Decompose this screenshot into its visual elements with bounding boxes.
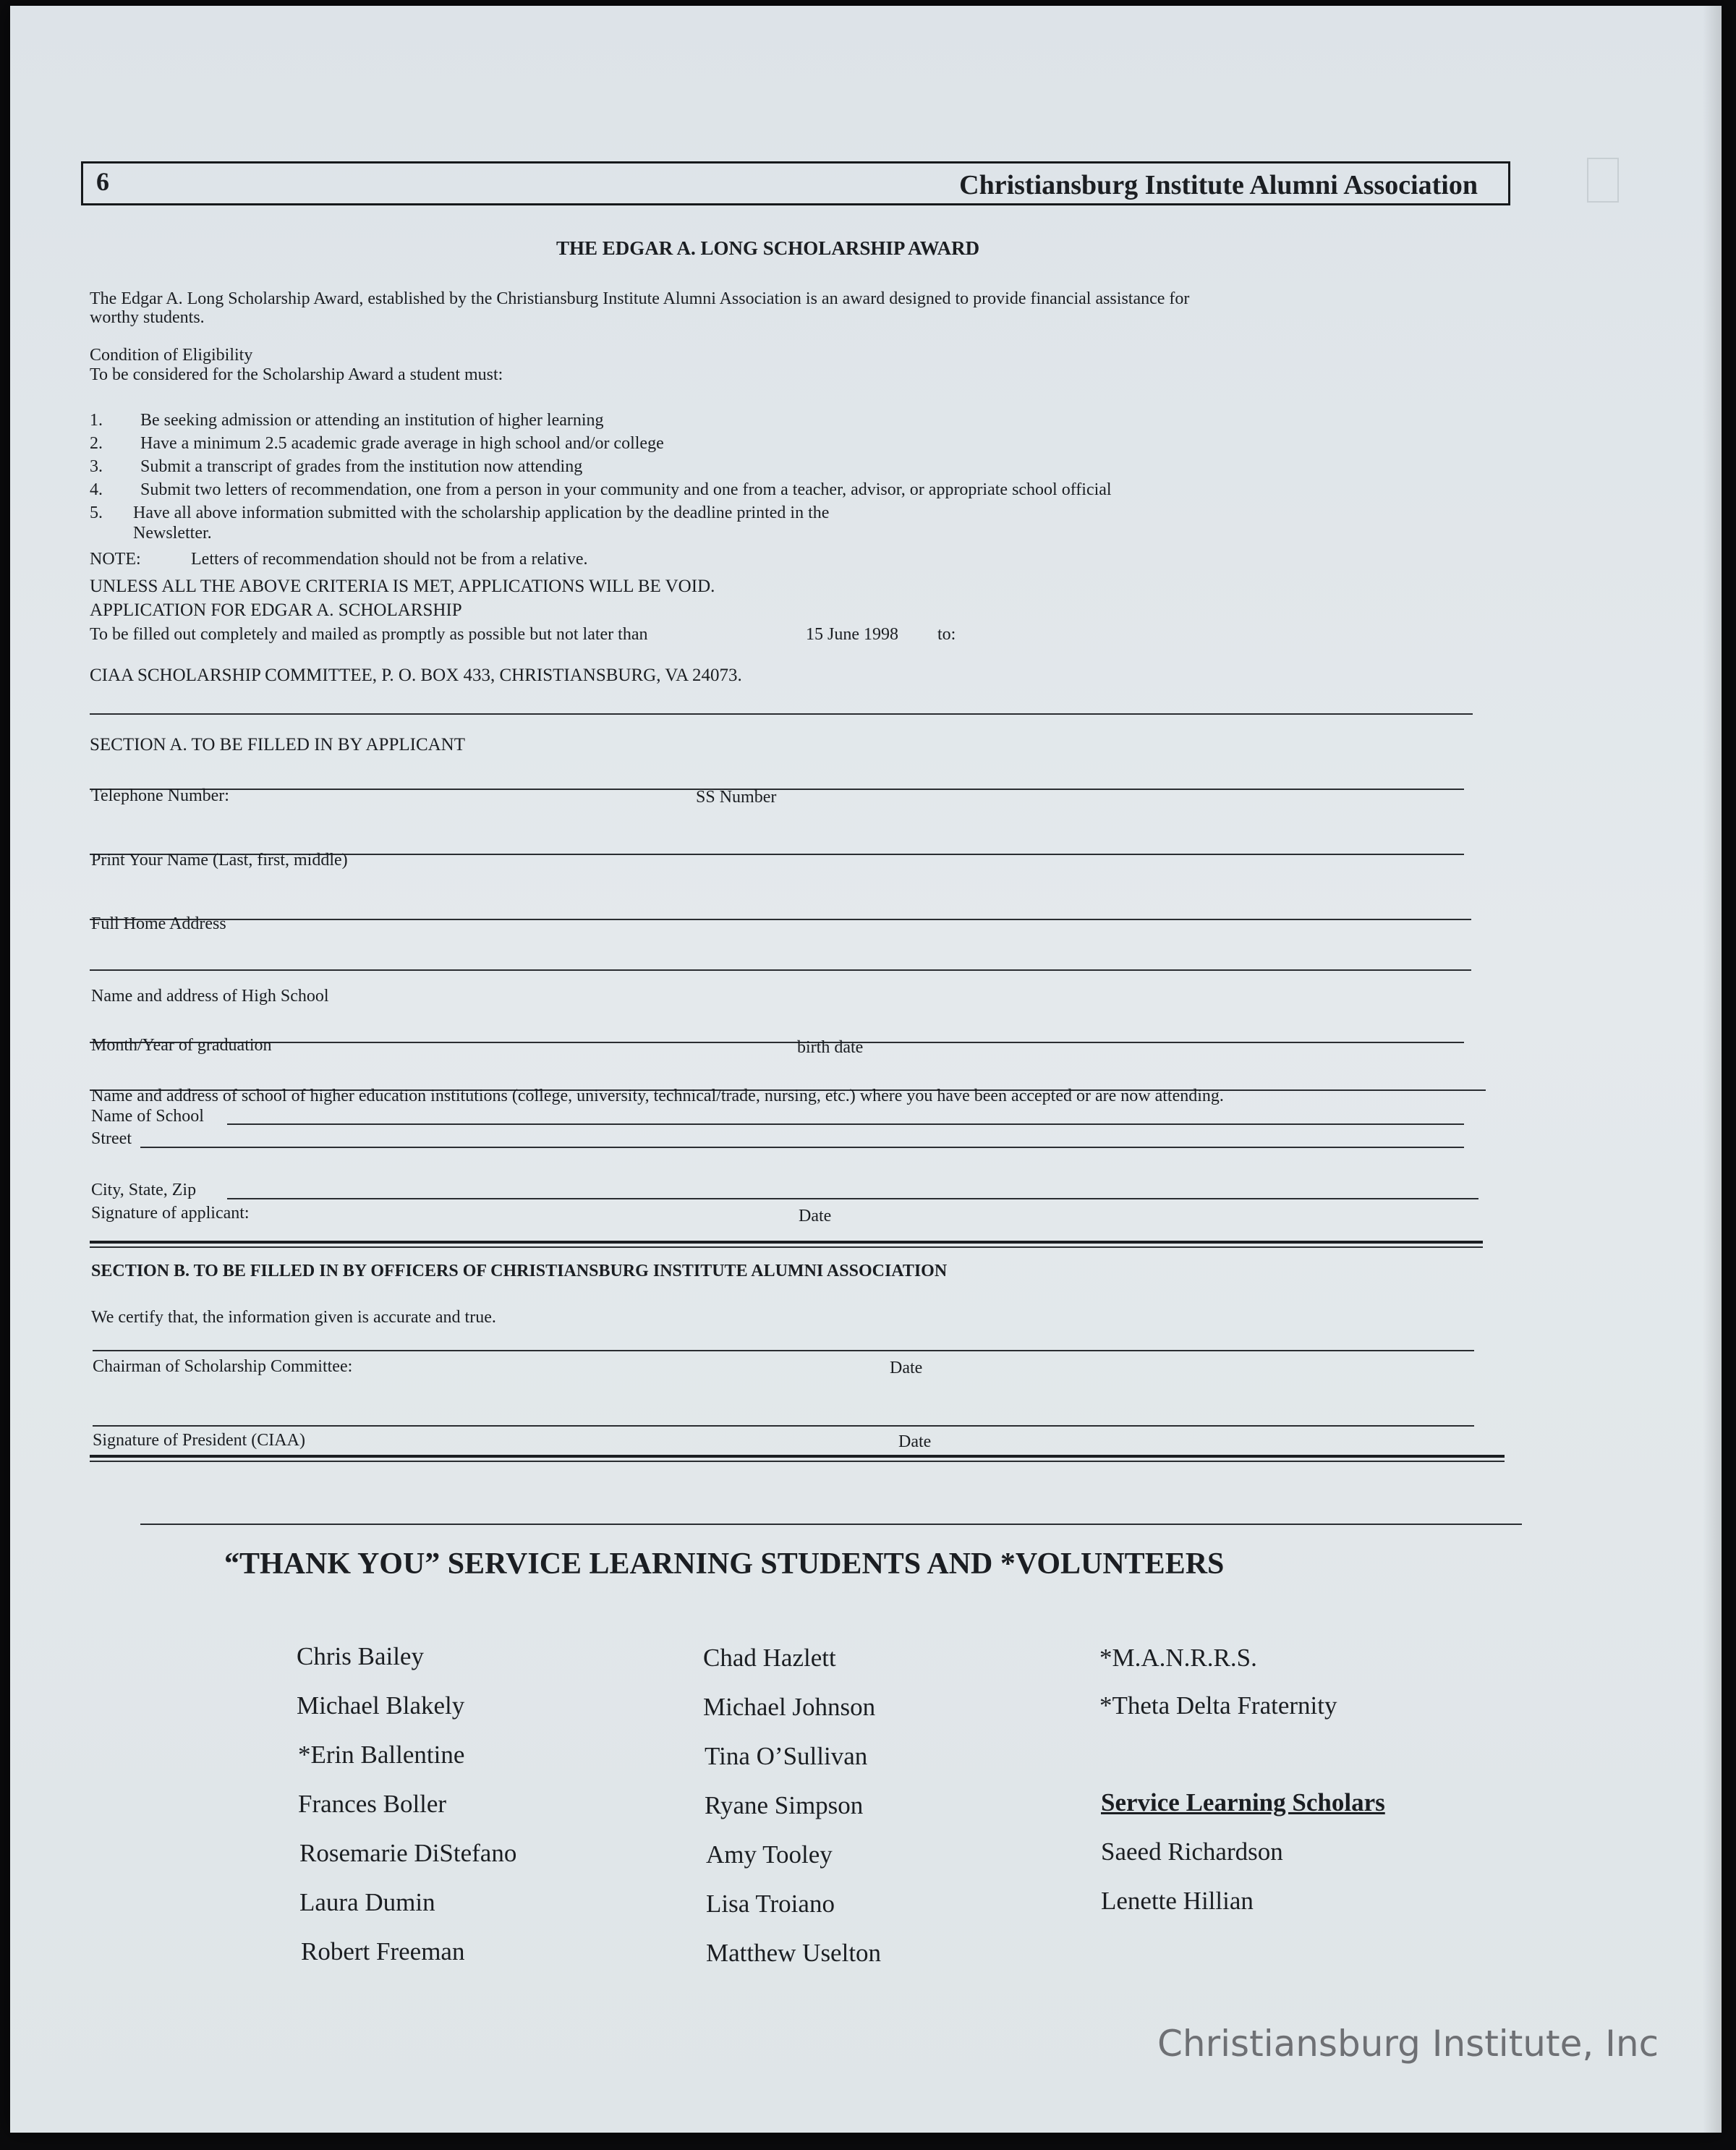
volunteer-name: Robert Freeman: [301, 1937, 465, 1966]
criteria-item: Submit a transcript of grades from the institution now attending: [140, 457, 583, 476]
volunteer-name: Michael Blakely: [297, 1691, 465, 1720]
higher-ed-label: Name and address of school of higher education institutions (college, university, technical/trade, nursing, etc.) where you have been accepted or are now attending.: [91, 1087, 1224, 1105]
volunteer-name: Michael Johnson: [703, 1693, 876, 1721]
criteria-item: Submit two letters of recommendation, one from a person in your community and one from a teacher, advisor, or appropriate school official: [140, 480, 1112, 499]
scholars-heading: Service Learning Scholars: [1101, 1788, 1385, 1817]
birth-date-label: birth date: [797, 1038, 864, 1057]
volunteer-group: *Theta Delta Fraternity: [1099, 1691, 1337, 1720]
telephone-label: Telephone Number:: [91, 786, 229, 805]
chairman-label: Chairman of Scholarship Committee:: [93, 1357, 353, 1376]
criteria-item-continued: Newsletter.: [133, 524, 212, 543]
award-title: THE EDGAR A. LONG SCHOLARSHIP AWARD: [556, 237, 980, 259]
scholar-name: Lenette Hillian: [1101, 1887, 1254, 1915]
divider: [140, 1524, 1522, 1525]
ss-number-label: SS Number: [696, 788, 777, 807]
page-header: [81, 161, 1510, 205]
chairman-signature-line[interactable]: [93, 1425, 1474, 1427]
watermark: Christiansburg Institute, Inc: [1157, 2023, 1659, 2065]
criteria-item: Be seeking admission or attending an institution of higher learning: [140, 411, 604, 430]
form-line: [93, 1350, 1474, 1351]
page-edge-shadow: [1703, 6, 1722, 2133]
volunteer-name: Frances Boller: [298, 1790, 447, 1818]
volunteer-name: Tina O’Sullivan: [705, 1742, 868, 1770]
criteria-number: 1.: [90, 411, 103, 430]
show-through-box: [1587, 158, 1619, 203]
condition-heading: Condition of Eligibility: [90, 346, 253, 365]
section-b-heading: SECTION B. TO BE FILLED IN BY OFFICERS OF CHRISTIANSBURG INSTITUTE ALUMNI ASSOCIATION: [91, 1262, 948, 1280]
volunteer-name: *Erin Ballentine: [298, 1741, 465, 1769]
criteria-number: 4.: [90, 480, 103, 499]
certify-text: We certify that, the information given is accurate and true.: [91, 1308, 496, 1327]
scholar-name: Saeed Richardson: [1101, 1837, 1283, 1866]
school-name-line[interactable]: [227, 1123, 1464, 1125]
criteria-number: 3.: [90, 457, 103, 476]
section-divider: [90, 1246, 1483, 1248]
volunteer-name: Chad Hazlett: [703, 1644, 836, 1672]
committee-address: CIAA SCHOLARSHIP COMMITTEE, P. O. BOX 433, CHRISTIANSBURG, VA 24073.: [90, 666, 742, 685]
volunteer-name: Rosemarie DiStefano: [299, 1839, 517, 1867]
criteria-number: 5.: [90, 503, 103, 522]
award-intro-line2: worthy students.: [90, 308, 205, 327]
volunteer-name: Laura Dumin: [299, 1888, 435, 1916]
city-state-zip-line[interactable]: [227, 1198, 1478, 1199]
president-label: Signature of President (CIAA): [93, 1431, 305, 1450]
section-end-rule: [90, 1461, 1505, 1462]
criteria-number: 2.: [90, 434, 103, 453]
application-heading: APPLICATION FOR EDGAR A. SCHOLARSHIP: [90, 600, 462, 620]
newsletter-page: [10, 6, 1722, 2133]
form-line: [90, 789, 1464, 790]
volunteer-name: Chris Bailey: [297, 1642, 424, 1670]
street-label: Street: [91, 1129, 132, 1148]
thank-you-title: “THANK YOU” SERVICE LEARNING STUDENTS AND *VOLUNTEERS: [224, 1547, 1225, 1581]
criteria-item: Have all above information submitted with the scholarship application by the deadline printed in the: [133, 503, 830, 522]
criteria-item: Have a minimum 2.5 academic grade average in high school and/or college: [140, 434, 664, 453]
void-warning: UNLESS ALL THE ABOVE CRITERIA IS MET, APPLICATIONS WILL BE VOID.: [90, 577, 715, 596]
condition-lead: To be considered for the Scholarship Award a student must:: [90, 365, 503, 384]
signature-date-label: Date: [799, 1207, 832, 1225]
home-address-line[interactable]: [90, 969, 1471, 971]
home-address-label: Full Home Address: [91, 914, 226, 933]
name-label: Print Your Name (Last, first, middle): [91, 851, 348, 870]
high-school-line[interactable]: [90, 1042, 1464, 1043]
signature-label: Signature of applicant:: [91, 1204, 250, 1223]
header-org-name: Christiansburg Institute Alumni Association: [959, 170, 1478, 200]
divider: [90, 713, 1473, 715]
high-school-label: Name and address of High School: [91, 987, 329, 1006]
award-intro-line1: The Edgar A. Long Scholarship Award, established by the Christiansburg Institute Alumni Association is an award designed to provide financial assistance for: [90, 289, 1190, 308]
to-label: to:: [937, 625, 956, 644]
volunteer-name: Amy Tooley: [706, 1840, 833, 1869]
volunteer-group: *M.A.N.R.R.S.: [1099, 1644, 1257, 1672]
chairman-date-label: Date: [890, 1359, 923, 1377]
deadline-date: 15 June 1998: [806, 625, 898, 644]
city-state-zip-label: City, State, Zip: [91, 1181, 197, 1199]
volunteer-name: Lisa Troiano: [706, 1890, 835, 1918]
president-date-label: Date: [898, 1432, 932, 1451]
graduation-label: Month/Year of graduation: [91, 1036, 272, 1055]
street-line[interactable]: [140, 1147, 1464, 1148]
school-name-label: Name of School: [91, 1107, 204, 1126]
note-label: NOTE:: [90, 550, 141, 569]
page-number: 6: [96, 167, 109, 196]
volunteer-name: Ryane Simpson: [705, 1791, 864, 1819]
name-line[interactable]: [90, 919, 1471, 920]
volunteer-name: Matthew Uselton: [706, 1939, 882, 1967]
section-divider: [90, 1241, 1483, 1244]
section-end-rule: [90, 1455, 1505, 1458]
note-text: Letters of recommendation should not be from a relative.: [191, 550, 588, 569]
mail-instruction: To be filled out completely and mailed as promptly as possible but not later than: [90, 625, 648, 644]
section-a-heading: SECTION A. TO BE FILLED IN BY APPLICANT: [90, 735, 466, 755]
